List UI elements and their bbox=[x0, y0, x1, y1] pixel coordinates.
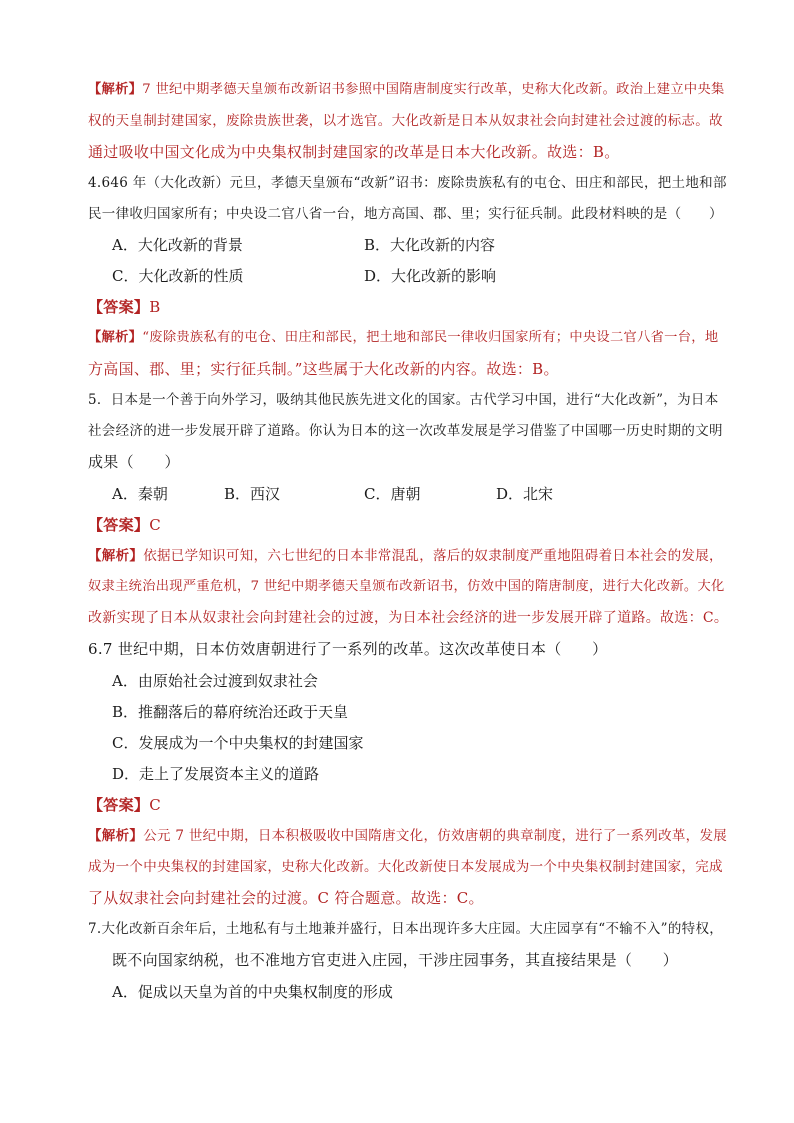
choice-d: D．北宋 bbox=[496, 485, 554, 503]
answer-value: B bbox=[149, 298, 161, 316]
analysis-text: 方高国、郡、里；实行征兵制。”这些属于大化改新的内容。故选：B。 bbox=[88, 360, 559, 378]
answer-tag: 【答案】 bbox=[88, 516, 150, 534]
choice-d: D．大化改新的影响 bbox=[364, 267, 497, 285]
choice-d: D．走上了发展资本主义的道路 bbox=[112, 765, 320, 783]
analysis-line bbox=[88, 546, 728, 568]
answer-line bbox=[88, 795, 728, 817]
analysis-line bbox=[88, 328, 728, 350]
choice-a: A．由原始社会过渡到奴隶社会 bbox=[112, 672, 318, 690]
analysis-tag: 【解析】 bbox=[88, 828, 144, 844]
analysis-text: 改新实现了日本从奴隶社会向封建社会的过渡，为日本社会经济的进一步发展开辟了道路。故选：C。 bbox=[88, 610, 729, 626]
answer-tag: 【答案】 bbox=[88, 796, 150, 814]
choice-b: B．西汉 bbox=[224, 485, 281, 503]
choice-a: A．促成以天皇为首的中央集权制度的形成 bbox=[112, 983, 393, 1001]
analysis-line bbox=[88, 80, 728, 102]
analysis-text: “废除贵族私有的屯仓、田庄和部民，把土地和部民一律收归国家所有；中央设二官八省一台，地 bbox=[142, 330, 719, 345]
analysis-text: 成为一个中央集权的封建国家，史称大化改新。大化改新使日本发展成为一个中央集权制封建国家，完成 bbox=[88, 859, 723, 875]
analysis-tag: 【解析】 bbox=[88, 330, 143, 345]
choice-b: B．推翻落后的幕府统治还政于天皇 bbox=[112, 703, 349, 721]
choice-c: C．大化改新的性质 bbox=[112, 267, 244, 285]
question-6-stem: 6.7 世纪中期，日本仿效唐朝进行了一系列的改革。这次改革使日本（ ） bbox=[88, 640, 608, 658]
analysis-tag: 【解析】 bbox=[88, 82, 143, 97]
question-5-stem: 社会经济的进一步发展开辟了道路。你认为日本的这一次改革发展是学习借鉴了中国哪一历史时期的文明 bbox=[88, 423, 723, 439]
answer-value: C bbox=[149, 516, 161, 534]
choice-a: A．秦朝 bbox=[112, 485, 168, 503]
question-7-stem: 既不向国家纳税，也不准地方官吏进入庄园，干涉庄园事务，其直接结果是（ ） bbox=[112, 951, 679, 969]
question-4-stem: 4.646 年（大化改新）元旦，孝德天皇颁布“改新”诏书：废除贵族私有的屯仓、田庄和部民，把土地和部 bbox=[88, 175, 727, 191]
answer-tag: 【答案】 bbox=[88, 298, 150, 316]
analysis-text: 依据已学知识可知，六七世纪的日本非常混乱，落后的奴隶制度严重地阻碍着日本社会的发展， bbox=[143, 548, 723, 564]
analysis-text: 了从奴隶社会向封建社会的过渡。C 符合题意。故选：C。 bbox=[88, 889, 484, 907]
analysis-text: 权的天皇制封建国家，废除贵族世袭，以才选官。大化改新是日本从奴隶社会向封建社会过渡的标志。故 bbox=[88, 113, 723, 129]
analysis-line bbox=[88, 826, 728, 848]
choice-c: C．唐朝 bbox=[364, 485, 421, 503]
analysis-text: 奴隶主统治出现严重危机，7 世纪中期孝德天皇颁布改新诏书，仿效中国的隋唐制度，进行大化改新。大化 bbox=[88, 579, 725, 594]
analysis-tag: 【解析】 bbox=[88, 548, 144, 564]
answer-line bbox=[88, 515, 728, 537]
analysis-text: 公元 7 世纪中期，日本积极吸收中国隋唐文化，仿效唐朝的典章制度，进行了一系列改革，发展 bbox=[143, 828, 728, 844]
choice-b: B．大化改新的内容 bbox=[364, 236, 496, 254]
choice-c: C．发展成为一个中央集权的封建国家 bbox=[112, 734, 364, 752]
choice-a: A．大化改新的背景 bbox=[112, 236, 243, 254]
question-4-stem: 民一律收归国家所有；中央设二官八省一台，地方高国、郡、里；实行征兵制。此段材料映的是（ ） bbox=[88, 206, 723, 222]
question-7-stem: 7.大化改新百余年后，土地私有与土地兼并盛行，日本出现许多大庄园。大庄园享有“不输不入”的特权， bbox=[88, 921, 724, 937]
question-5-stem: 5．日本是一个善于向外学习，吸纳其他民族先进文化的国家。古代学习中国，进行“大化改新”，为日本 bbox=[88, 392, 719, 408]
analysis-text: 7 世纪中期孝德天皇颁布改新诏书参照中国隋唐制度实行改革，史称大化改新。政治上建立中央集 bbox=[142, 82, 725, 97]
analysis-text: 通过吸收中国文化成为中央集权制封建国家的改革是日本大化改新。故选：B。 bbox=[88, 143, 620, 161]
answer-value: C bbox=[149, 796, 161, 814]
question-5-stem: 成果（ ） bbox=[88, 453, 180, 471]
answer-line bbox=[88, 297, 728, 319]
